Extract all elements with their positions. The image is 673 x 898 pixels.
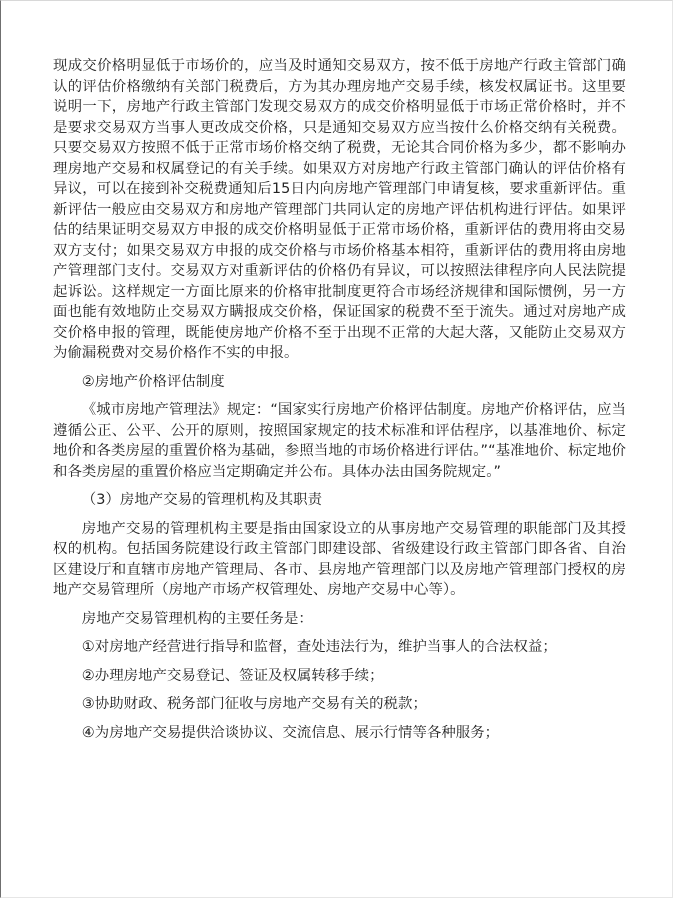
heading-price-assessment-system: ②房地产价格评估制度 — [81, 373, 225, 390]
list-item-task-2: ②办理房地产交易登记、签证及权属转移手续； — [81, 667, 384, 684]
list-item-task-4: ④为房地产交易提供洽谈协议、交流信息、展示行情等各种服务； — [81, 724, 500, 741]
paragraph-main-tasks-intro: 房地产交易管理机构的主要任务是： — [81, 610, 313, 627]
list-item-task-1: ①对房地产经营进行指导和监督，查处违法行为，维护当事人的合法权益； — [81, 639, 557, 655]
paragraph-agencies-description: 房地产交易的管理机构主要是指由国家设立的从事房地产交易管理的职能部门及其授权的机构。包括国务院建设行政主管部门即建设部、省级建设行政主管部门即各省、自治区建设厅和直辖市房地产管理局、各市、县房地产管理部门以及房地产管理部门授权的房地产交易管理所（房地产市场产权管理处、房地产交易中心等）。 — [53, 520, 626, 598]
list-item-task-3: ③协助财政、税务部门征收与房地产交易有关的税款； — [81, 696, 427, 712]
paragraph-price-declaration: 现成交价格明显低于市场价的，应当及时通知交易双方，按不低于房地产行政主管部门确认的评估价格缴纳有关部门税费后，方为其办理房地产交易手续，核发权属证书。这里要说明一下，房地产行政主管部门发现交易双方的成交价格明显低于市场正常价格时，并不是要求交易双方当事人更改成交价格，只是通知交易双方应当按什么价格交纳有关税费。只要交易双方按照不低于正常市场价格交纳了税费，无论其合同价格为多少，都不影响办理房地产交易和权属登记的有关手续。如果双方对房地产行政主管部门确认的评估价格有异议，可以在接到补交税费通知后15日内向房地产管理部门申请复核，要求重新评估。重新评估一般应由交易双方和房地产管理部门共同认定的房地产评估机构进行评估。如果评估的结果证明交易双方申报的成交价格明显低于正常市场价格，重新评估的费用将由交易双方支付；如果交易双方申报的成交价格与市场价格基本相符，重新评估的费用将由房地产管理部门支付。交易双方对重新评估的价格仍有异议，可以按照法律程序向人民法院提起诉讼。这样规定一方面比原来的价格审批制度更符合市场经济规律和国际惯例，另一方面也能有效地防止交易双方瞒报成交价格，保证国家的税费不至于流失。通过对房地产成交价格申报的管理，既能使房地产价格不至于出现不正常的大起大落，又能防止交易双方为偷漏税费对交易价格作不实的申报。 — [53, 58, 626, 361]
document-page — [53, 56, 626, 743]
heading-management-agencies: （3）房地产交易的管理机构及其职责 — [81, 492, 323, 508]
paragraph-law-quote: 《城市房地产管理法》规定：“国家实行房地产价格评估制度。房地产价格评估，应当遵循公正、公平、公开的原则，按照国家规定的技术标准和评估程序，以基准地价、标定地价和各类房屋的重置价格为基础，参照当地的市场价格进行评估。”“基准地价、标定地价和各类房屋的重置价格应当定期确定并公布。具体办法由国务院规定。” — [53, 402, 626, 480]
